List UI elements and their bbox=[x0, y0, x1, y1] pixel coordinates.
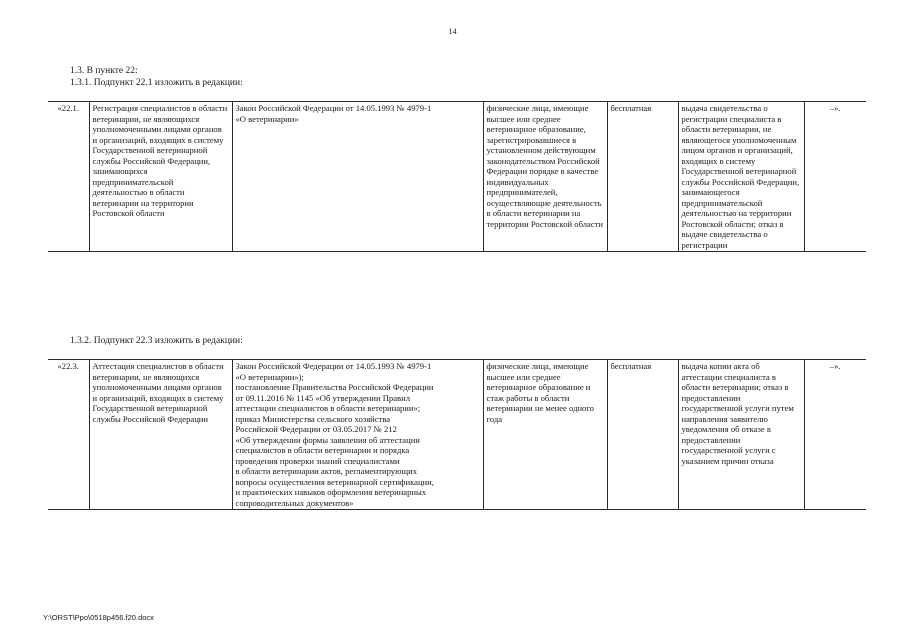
table-row bbox=[48, 102, 866, 252]
cell-number: «22.1. bbox=[48, 102, 89, 252]
legal-line: от 09.11.2016 № 1145 «Об утверждении Правил bbox=[235, 392, 410, 403]
cell-applicants: физические лица, имеющие высшее или среднее ветеринарное образование, зарегистрировавшиеся в установленном действующим законодательством Российской Федерации порядке в качестве индивидуальных предпринимателей, осуществляющие деятельность в области ветеринарии на территории Ростовской области bbox=[483, 102, 607, 252]
legal-line: постановление Правительства Российской Федерации bbox=[235, 382, 434, 392]
legal-line: «Об утверждении формы заявления об аттестации bbox=[235, 434, 420, 445]
legal-line: в области ветеринарии актов, регламентирующих bbox=[235, 466, 418, 476]
cell-number: «22.3. bbox=[48, 360, 89, 510]
cell-legal-basis bbox=[232, 360, 483, 510]
legal-line: Закон Российской Федерации от 14.05.1993 № 4979-1 bbox=[235, 103, 432, 113]
legal-line: специалистов в области ветеринарии и порядка bbox=[235, 445, 410, 455]
legal-line: сопроводительных документов» bbox=[235, 497, 354, 508]
legal-line: аттестации специалистов в области ветеринарии»; bbox=[235, 403, 421, 413]
legal-line: Российской Федерации от 03.05.2017 № 212 bbox=[235, 424, 397, 434]
page-number: 14 bbox=[448, 27, 457, 36]
heading-item-1-3: 1.3. В пункте 22: bbox=[70, 66, 138, 76]
table-subitem-22-3 bbox=[48, 359, 866, 510]
cell-result: выдача копии акта об аттестации специалиста в области ветеринарии; отказ в предоставлении государственной услуги путем направления заявителю уведомления об отказе в предоставлении государственной услуги с указанием причин отказа bbox=[678, 360, 804, 510]
table-row bbox=[48, 360, 866, 510]
cell-fee: бесплатная bbox=[607, 360, 678, 510]
legal-line: проведения проверки знаний специалистами bbox=[235, 455, 400, 466]
cell-legal-basis bbox=[232, 102, 483, 252]
file-path-footer: Y:\ORST\Ppo\0518p456.f20.docx bbox=[43, 613, 154, 622]
cell-applicants: физические лица, имеющие высшее или среднее ветеринарное образование и стаж работы в области ветеринарии не менее одного года bbox=[483, 360, 607, 510]
cell-service-name: Аттестация специалистов в области ветеринарии, не являющихся уполномоченными лицами органов и организаций, входящих в систему Государственной ветеринарной службы Российской Федерации bbox=[89, 360, 232, 510]
cell-end-mark: –». bbox=[804, 360, 866, 510]
legal-line: и практических навыков оформления ветеринарных bbox=[235, 487, 427, 497]
heading-item-1-3-1: 1.3.1. Подпункт 22.1 изложить в редакции: bbox=[70, 78, 243, 88]
cell-fee: бесплатная bbox=[607, 102, 678, 252]
legal-line: Закон Российской Федерации от 14.05.1993 № 4979-1 bbox=[235, 361, 432, 371]
legal-line: «О ветеринарии»); bbox=[235, 371, 304, 382]
cell-end-mark: –». bbox=[804, 102, 866, 252]
legal-line: приказ Министерства сельского хозяйства bbox=[235, 413, 391, 424]
legal-line: вопросы осуществления ветеринарной сертификации, bbox=[235, 476, 434, 487]
cell-service-name: Регистрация специалистов в области ветеринарии, не являющихся уполномоченными лицами органов и организаций, входящих в систему Государственной ветеринарной службы Российской Федерации, занимающихся предпринимательской деятельностью в области ветеринарии на территории Ростовской области bbox=[89, 102, 232, 252]
cell-result: выдача свидетельства о регистрации специалиста в области ветеринарии, не являющегося уполномоченным лицом органов и организаций, входящих в систему Государственной ветеринарной службы Российской Федерации, занимающегося предпринимательской деятельностью на территории Ростовской области; отказ в выдаче свидетельства о регистрации bbox=[678, 102, 804, 252]
heading-item-1-3-2: 1.3.2. Подпункт 22.3 изложить в редакции: bbox=[70, 336, 243, 346]
table-subitem-22-1 bbox=[48, 101, 866, 252]
legal-line: «О ветеринарии» bbox=[235, 113, 299, 124]
